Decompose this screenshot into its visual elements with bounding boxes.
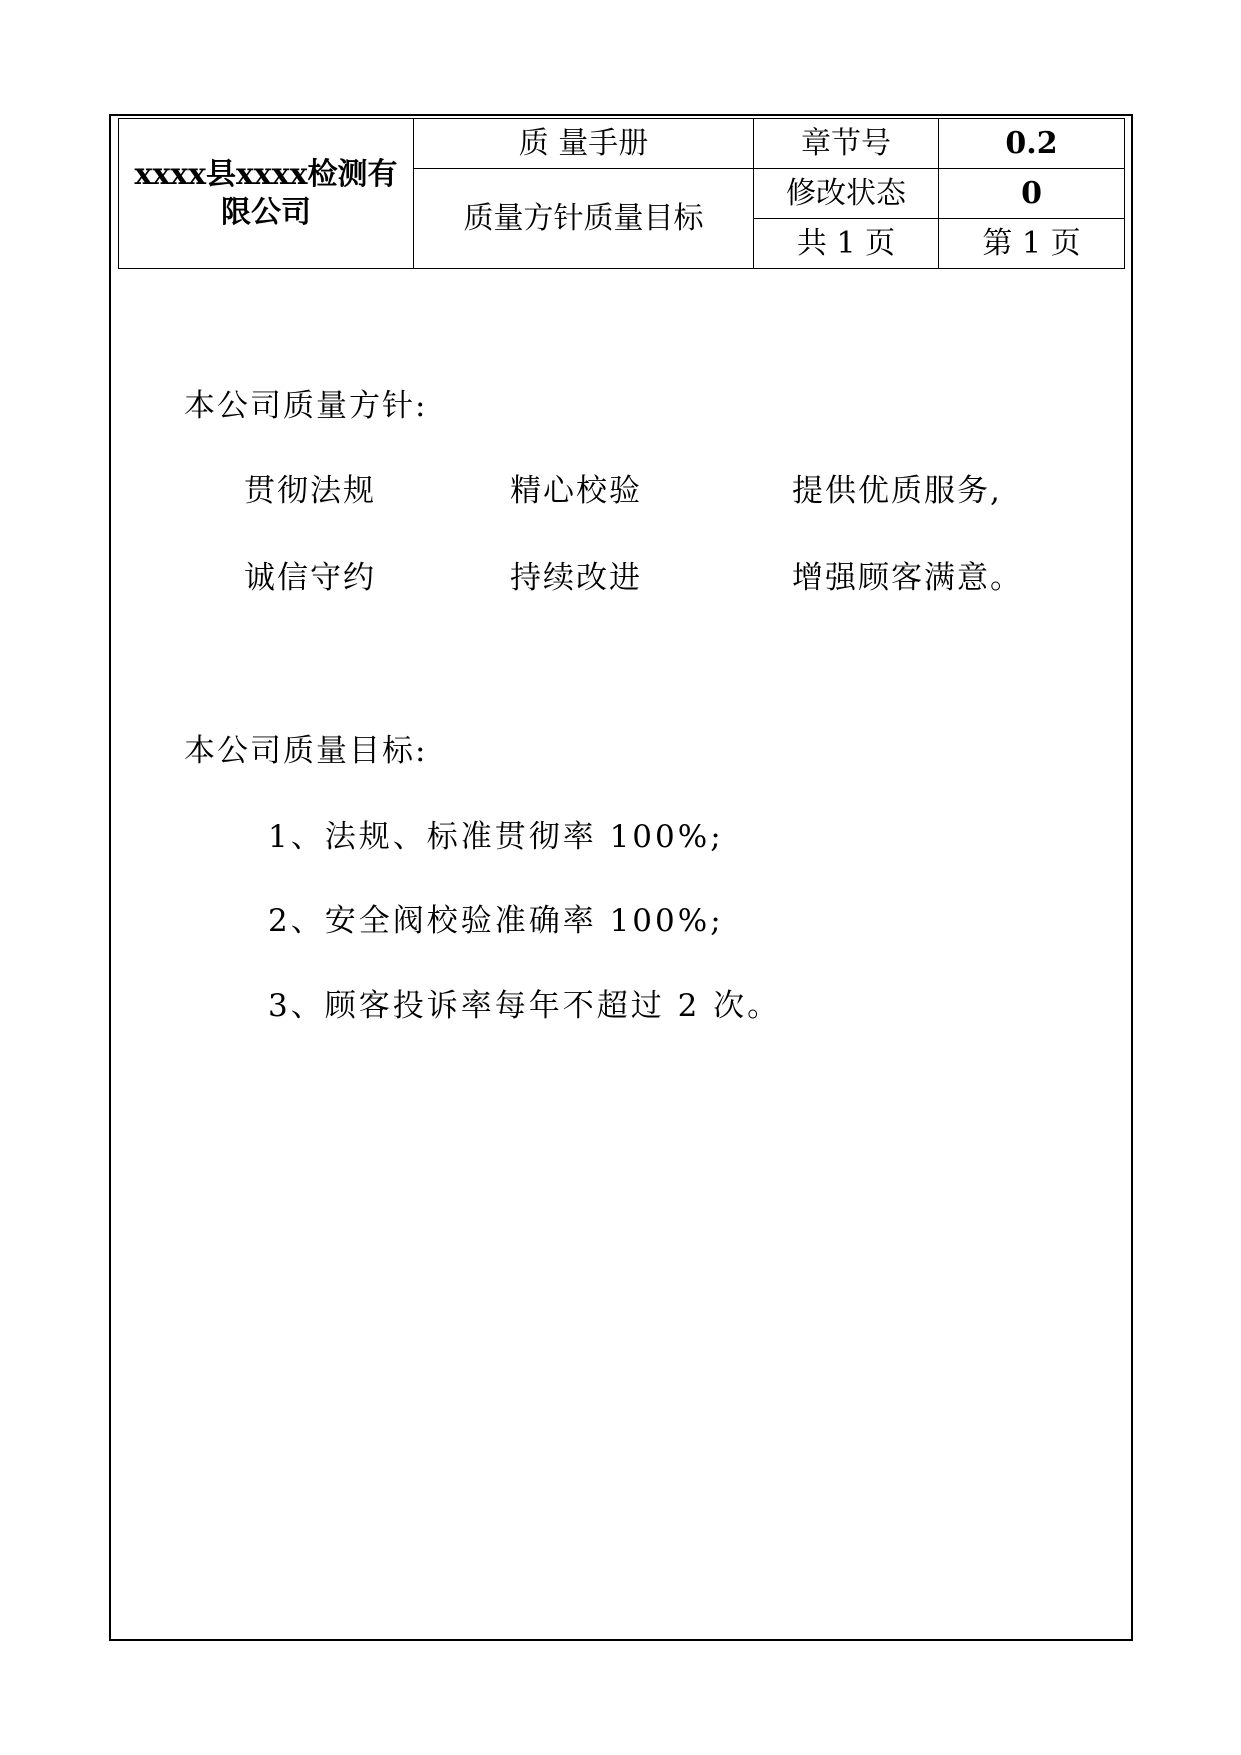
policy-item: 精心校验 [510, 473, 642, 509]
chapter-label: 章节号 [754, 119, 939, 169]
revision-value: 0 [939, 169, 1125, 219]
section-title: 质量方针质量目标 [414, 169, 754, 269]
objective-item: 3、顾客投诉率每年不超过 2 次。 [268, 988, 782, 1024]
policy-item: 诚信守约 [244, 560, 376, 596]
chapter-value: 0.2 [939, 119, 1125, 169]
policy-item: 持续改进 [510, 560, 642, 596]
objective-item: 2、安全阀校验准确率 100%; [268, 903, 724, 939]
objective-item: 1、法规、标准贯彻率 100%; [268, 819, 724, 855]
manual-title: 质 量手册 [414, 119, 754, 169]
policy-item: 贯彻法规 [244, 473, 376, 509]
company-name: xxxx县xxxx检测有限公司 [119, 119, 414, 269]
total-pages: 共 1 页 [754, 219, 939, 269]
policy-item: 增强顾客满意。 [792, 560, 1023, 596]
objectives-heading: 本公司质量目标: [184, 733, 428, 769]
policy-heading: 本公司质量方针: [184, 388, 428, 424]
policy-item: 提供优质服务, [792, 473, 1002, 509]
revision-label: 修改状态 [754, 169, 939, 219]
page-number: 第 1 页 [939, 219, 1125, 269]
